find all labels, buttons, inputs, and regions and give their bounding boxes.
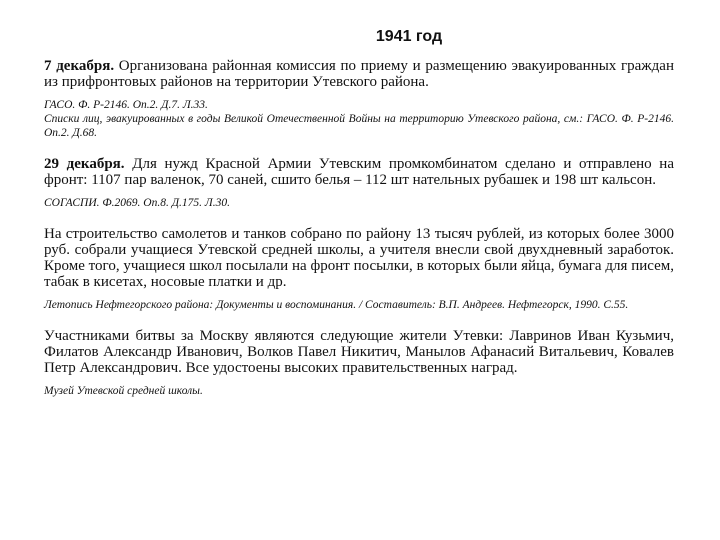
source-citation: СОГАСПИ. Ф.2069. Оп.8. Д.175. Л.30. xyxy=(44,197,230,209)
source-citation: Списки лиц, эвакуированных в годы Великой Отечественной Войны на территорию Утевского района, см.: ГАСО. Ф. Р-2146. Оп.2. Д.68. xyxy=(44,113,674,139)
source-citation: Музей Утевской средней школы. xyxy=(44,385,203,397)
page-title: 1941 год xyxy=(375,28,443,45)
entry-paragraph xyxy=(44,156,674,188)
source-citation: Летопись Нефтегорского района: Документы и воспоминания. / Составитель: В.П. Андреев. Нефтегорск, 1990. С.55. xyxy=(44,299,629,311)
entry-text: Для нужд Красной Армии Утевским промкомбинатом сделано и отправлено на фронт: 1107 пар валенок, 70 саней, сшито белья – 112 шт нательных рубашек и 198 шт кальсон. xyxy=(44,156,674,188)
document-page xyxy=(44,28,674,398)
entry-date: 29 декабря. xyxy=(44,156,125,172)
entry-paragraph: Участниками битвы за Москву являются следующие жители Утевки: Лавринов Иван Кузьмич, Филатов Александр Иванович, Волков Павел Никитич, Манылов Афанасий Витальевич, Ковалев Петр Александрович. Все удостоены высоких правительственных наград. xyxy=(44,328,674,376)
entry-date: 7 декабря. xyxy=(44,58,115,74)
entry-text: Организована районная комиссия по приему и размещению эвакуированных граждан из прифронтовых районов на территории Утевского района. xyxy=(44,58,674,90)
entry-paragraph xyxy=(44,58,674,90)
source-citation: ГАСО. Ф. Р-2146. Оп.2. Д.7. Л.33. xyxy=(44,99,208,111)
entry-paragraph: На строительство самолетов и танков собрано по району 13 тысяч рублей, из которых более 3000 руб. собрали учащиеся Утевской средней школы, а учителя внесли свой двухдневный заработок. Кроме того, учащиеся школ посылали на фронт посылки, в которых были яйца, бумага для писем, табак в кисетах, носовые платки и др. xyxy=(44,226,674,290)
